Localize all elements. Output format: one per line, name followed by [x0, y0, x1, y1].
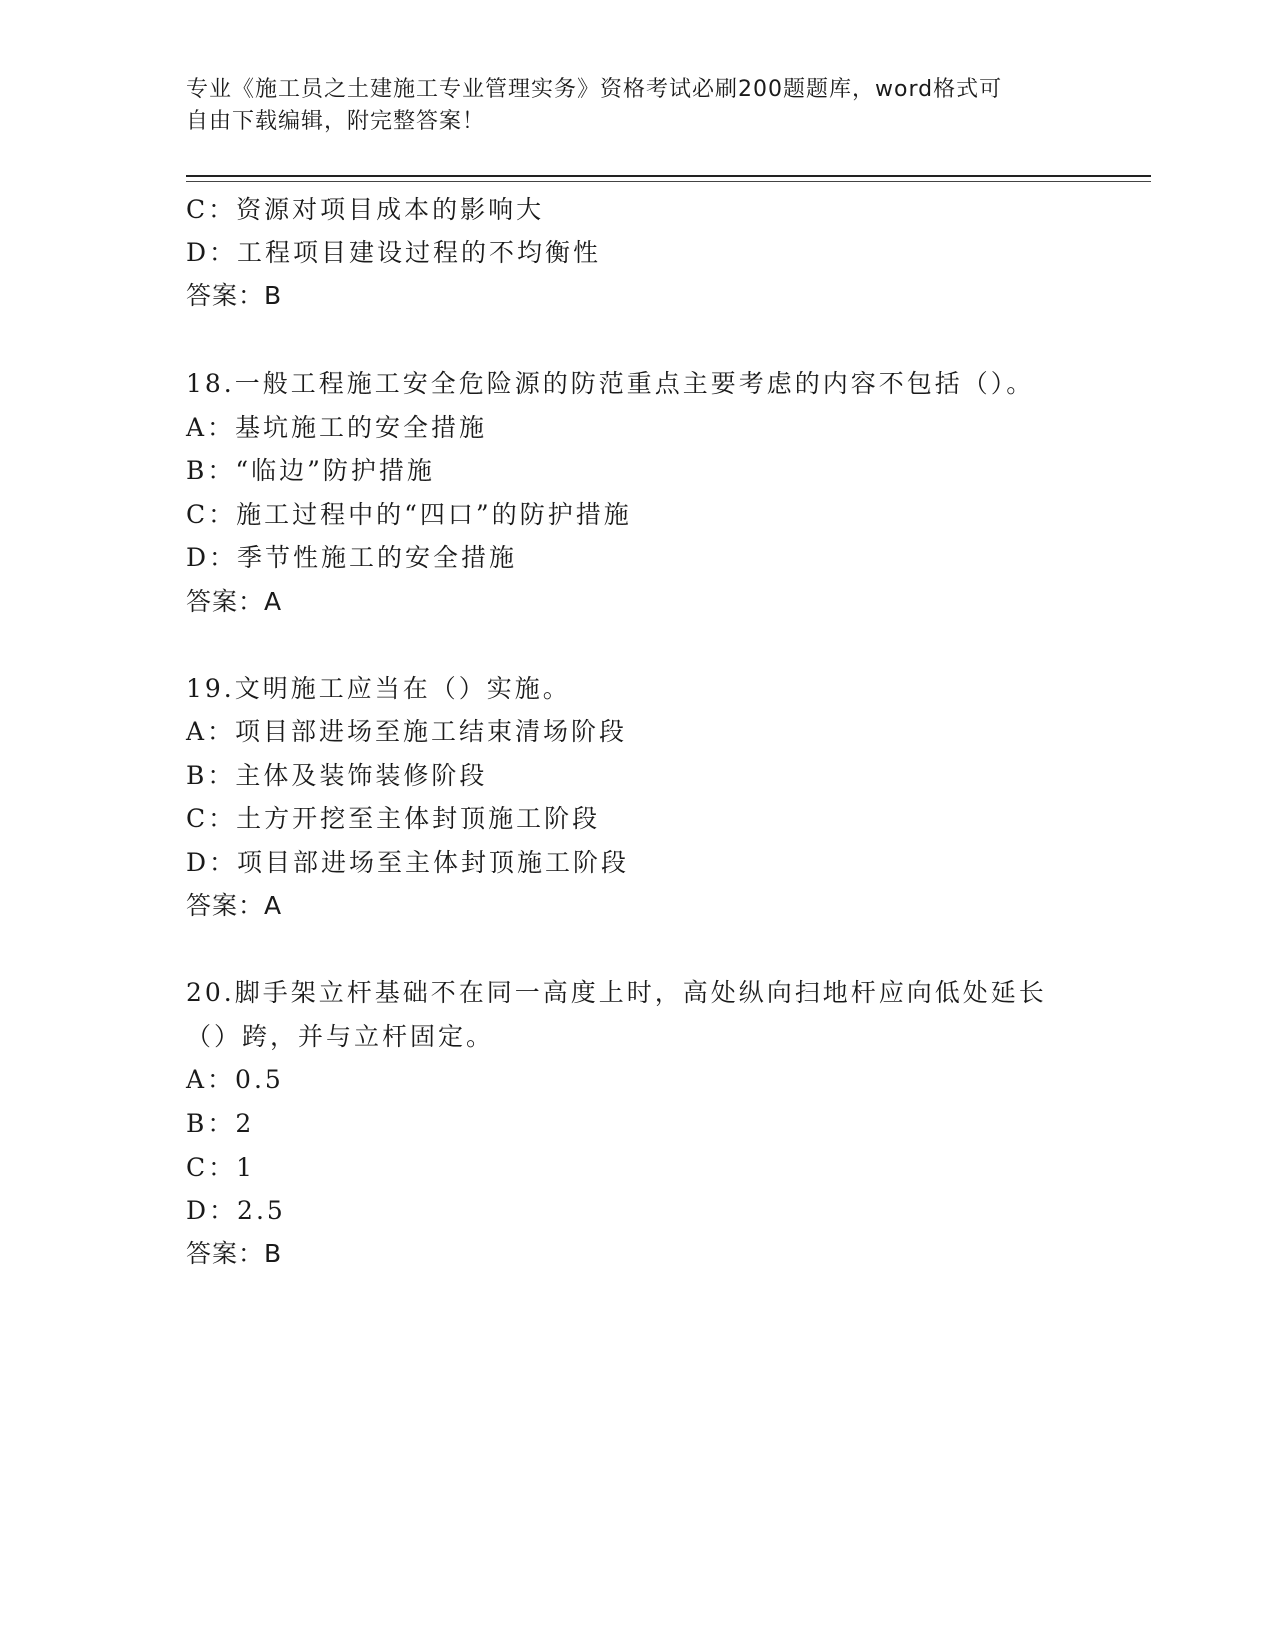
prev-option-d: D：工程项目建设过程的不均衡性: [186, 238, 602, 267]
q18-option-d: D：季节性施工的安全措施: [186, 543, 518, 572]
prev-option-c: C：资源对项目成本的影响大: [186, 195, 545, 224]
header-divider-thick: [186, 175, 1151, 177]
q18-answer: 答案：A: [186, 587, 283, 616]
header-title-line-1: 专业《施工员之土建施工专业管理实务》资格考试必刷200题题库，word格式可: [186, 77, 1003, 102]
q20-answer: 答案：B: [186, 1239, 283, 1268]
q20-option-b: B：2: [186, 1109, 255, 1138]
header-title-line-2: 自由下载编辑，附完整答案！: [186, 109, 486, 134]
q18-option-b: B：“临边”防护措施: [186, 456, 435, 485]
q20-stem-line-2: （）跨，并与立杆固定。: [186, 1022, 495, 1051]
document-header: [186, 74, 1086, 138]
q18-option-a: A：基坑施工的安全措施: [186, 413, 488, 442]
q18-stem: 18.一般工程施工安全危险源的防范重点主要考虑的内容不包括（）。: [186, 369, 1035, 398]
q19-option-c: C：土方开挖至主体封顶施工阶段: [186, 804, 601, 833]
q19-option-b: B：主体及装饰装修阶段: [186, 761, 488, 790]
prev-answer: 答案：B: [186, 281, 283, 310]
q19-stem: 19.文明施工应当在（）实施。: [186, 674, 571, 703]
q20-stem-line-1: 20.脚手架立杆基础不在同一高度上时，高处纵向扫地杆应向低处延长: [186, 978, 1047, 1007]
header-divider-thin: [186, 181, 1151, 182]
q19-option-d: D：项目部进场至主体封顶施工阶段: [186, 848, 630, 877]
q19-option-a: A：项目部进场至施工结束清场阶段: [186, 717, 628, 746]
q19-answer: 答案：A: [186, 891, 283, 920]
q20-option-a: A：0.5: [186, 1065, 284, 1094]
q20-option-c: C：1: [186, 1153, 256, 1182]
q20-option-d: D：2.5: [186, 1196, 286, 1225]
q18-option-c: C：施工过程中的“四口”的防护措施: [186, 500, 632, 529]
